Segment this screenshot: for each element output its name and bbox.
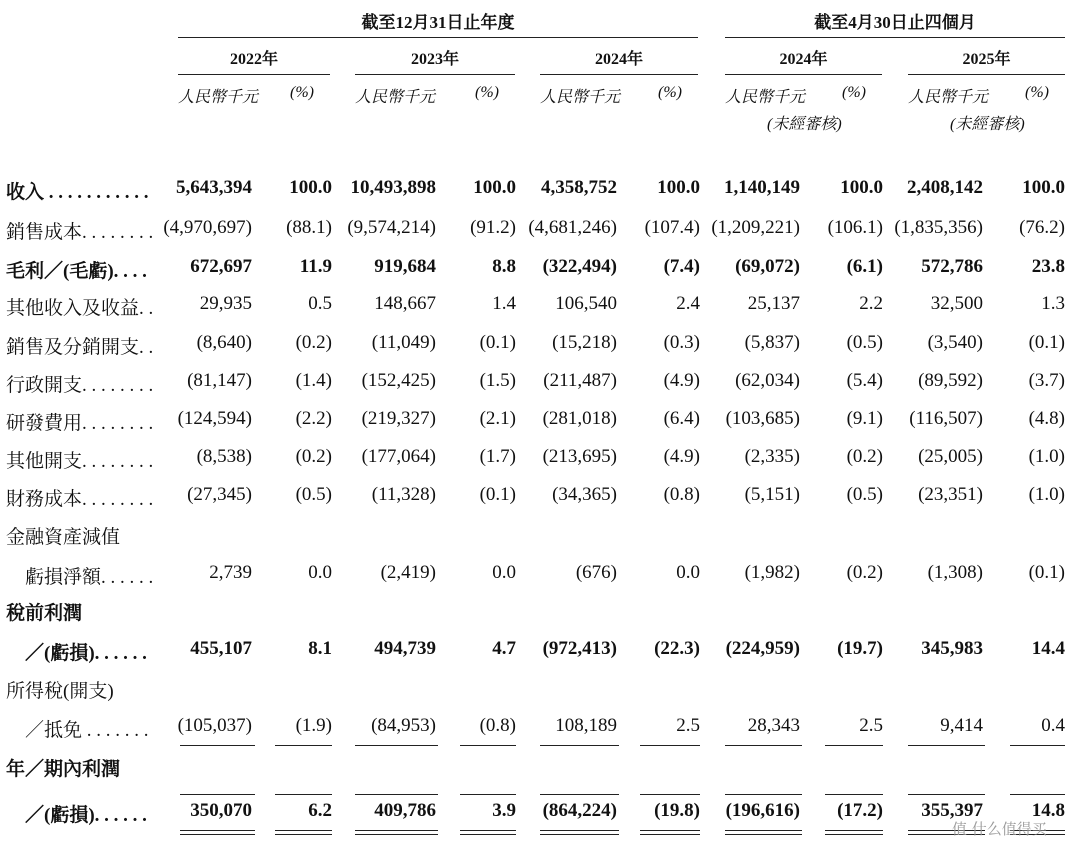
subtotal-rule bbox=[640, 745, 700, 746]
pct-label: (%) bbox=[475, 84, 499, 101]
amount-cell: (105,037) bbox=[177, 715, 252, 736]
percent-cell: 23.8 bbox=[1031, 256, 1065, 277]
amount-cell: (124,594) bbox=[177, 408, 252, 429]
header-group-year: 截至12月31日止年度 bbox=[361, 13, 515, 32]
percent-cell: (6.1) bbox=[846, 256, 883, 277]
percent-cell: (2.1) bbox=[479, 408, 516, 429]
total-rule-top bbox=[460, 794, 516, 795]
amount-cell: (27,345) bbox=[187, 484, 252, 505]
percent-cell: 2.5 bbox=[676, 715, 700, 736]
percent-cell: (0.2) bbox=[295, 332, 332, 353]
unit-label: 人民幣千元 bbox=[908, 89, 989, 106]
total-double-rule bbox=[275, 830, 332, 835]
percent-cell: 100.0 bbox=[840, 177, 883, 198]
amount-cell: (972,413) bbox=[542, 638, 617, 659]
year-header: 2023年 bbox=[410, 51, 459, 68]
amount-cell: (177,064) bbox=[361, 446, 436, 467]
amount-cell: 350,070 bbox=[190, 800, 252, 821]
percent-cell: (0.5) bbox=[846, 332, 883, 353]
row-label: 虧損淨額. . . . . . bbox=[6, 567, 154, 588]
total-double-rule bbox=[725, 830, 802, 835]
row-label: 財務成本. . . . . . . . bbox=[6, 489, 154, 510]
percent-cell: (106.1) bbox=[827, 217, 883, 238]
amount-cell: (1,209,221) bbox=[711, 217, 800, 238]
total-double-rule bbox=[355, 830, 438, 835]
percent-cell: (2.2) bbox=[295, 408, 332, 429]
amount-cell: 108,189 bbox=[555, 715, 617, 736]
amount-cell: (81,147) bbox=[187, 370, 252, 391]
year-header-underline bbox=[355, 74, 515, 75]
percent-cell: 100.0 bbox=[473, 177, 516, 198]
percent-cell: (0.8) bbox=[663, 484, 700, 505]
percent-cell: 14.4 bbox=[1031, 638, 1065, 659]
subtotal-rule bbox=[275, 745, 332, 746]
percent-cell: 0.0 bbox=[308, 562, 332, 583]
row-label: 所得稅(開支) bbox=[6, 681, 114, 702]
row-label: 銷售及分銷開支. . bbox=[6, 337, 154, 358]
amount-cell: 10,493,898 bbox=[350, 177, 436, 198]
amount-cell: (224,959) bbox=[725, 638, 800, 659]
subtotal-rule bbox=[1010, 745, 1065, 746]
year-header-underline bbox=[725, 74, 882, 75]
percent-cell: (22.3) bbox=[654, 638, 700, 659]
amount-cell: (2,335) bbox=[744, 446, 800, 467]
amount-cell: 455,107 bbox=[190, 638, 252, 659]
row-label: ／(虧損). . . . . . bbox=[6, 643, 147, 664]
year-header: 2022年 bbox=[229, 51, 278, 68]
year-header: 2025年 bbox=[962, 51, 1011, 68]
total-double-rule bbox=[180, 830, 255, 835]
unit-label: 人民幣千元 bbox=[355, 89, 436, 106]
amount-cell: 572,786 bbox=[921, 256, 983, 277]
amount-cell: (89,592) bbox=[918, 370, 983, 391]
percent-cell: 4.7 bbox=[492, 638, 516, 659]
percent-cell: 1.3 bbox=[1041, 293, 1065, 314]
row-label: 稅前利潤 bbox=[6, 603, 83, 624]
unaudited-label: (未經審核) bbox=[950, 116, 1025, 133]
percent-cell: (4.9) bbox=[663, 446, 700, 467]
percent-cell: (0.2) bbox=[295, 446, 332, 467]
percent-cell: (107.4) bbox=[644, 217, 700, 238]
amount-cell: (8,538) bbox=[196, 446, 252, 467]
percent-cell: (9.1) bbox=[846, 408, 883, 429]
amount-cell: (196,616) bbox=[725, 800, 800, 821]
amount-cell: (864,224) bbox=[542, 800, 617, 821]
percent-cell: (0.1) bbox=[1028, 562, 1065, 583]
percent-cell: (19.8) bbox=[654, 800, 700, 821]
row-label: 收入 . . . . . . . . . . . bbox=[6, 182, 149, 203]
amount-cell: (2,419) bbox=[380, 562, 436, 583]
year-header-underline bbox=[908, 74, 1065, 75]
total-rule-top bbox=[640, 794, 700, 795]
amount-cell: (1,982) bbox=[744, 562, 800, 583]
total-rule-top bbox=[540, 794, 619, 795]
percent-cell: 0.0 bbox=[492, 562, 516, 583]
row-label: 研發費用. . . . . . . . bbox=[6, 413, 154, 434]
percent-cell: (1.7) bbox=[479, 446, 516, 467]
total-rule-top bbox=[725, 794, 802, 795]
percent-cell: (1.0) bbox=[1028, 446, 1065, 467]
unit-label: 人民幣千元 bbox=[178, 89, 259, 106]
amount-cell: 355,397 bbox=[921, 800, 983, 821]
percent-cell: 2.4 bbox=[676, 293, 700, 314]
amount-cell: (4,970,697) bbox=[163, 217, 252, 238]
percent-cell: 2.5 bbox=[859, 715, 883, 736]
subtotal-rule bbox=[460, 745, 516, 746]
unaudited-label: (未經審核) bbox=[767, 116, 842, 133]
total-rule-top bbox=[180, 794, 255, 795]
percent-cell: (0.1) bbox=[1028, 332, 1065, 353]
pct-label: (%) bbox=[658, 84, 682, 101]
pct-label: (%) bbox=[842, 84, 866, 101]
amount-cell: 32,500 bbox=[930, 293, 983, 314]
year-header-underline bbox=[540, 74, 698, 75]
percent-cell: (4.9) bbox=[663, 370, 700, 391]
amount-cell: (3,540) bbox=[927, 332, 983, 353]
percent-cell: 11.9 bbox=[299, 256, 332, 277]
percent-cell: (0.5) bbox=[846, 484, 883, 505]
subtotal-rule bbox=[825, 745, 883, 746]
total-rule-top bbox=[825, 794, 883, 795]
amount-cell: (8,640) bbox=[196, 332, 252, 353]
percent-cell: (91.2) bbox=[470, 217, 516, 238]
percent-cell: 8.8 bbox=[492, 256, 516, 277]
row-label: ／(虧損). . . . . . bbox=[6, 805, 147, 826]
percent-cell: (1.5) bbox=[479, 370, 516, 391]
amount-cell: (9,574,214) bbox=[347, 217, 436, 238]
percent-cell: (88.1) bbox=[286, 217, 332, 238]
amount-cell: 1,140,149 bbox=[724, 177, 800, 198]
total-double-rule bbox=[540, 830, 619, 835]
pct-label: (%) bbox=[290, 84, 314, 101]
percent-cell: 3.9 bbox=[492, 800, 516, 821]
amount-cell: (1,835,356) bbox=[894, 217, 983, 238]
row-label: 年／期內利潤 bbox=[6, 759, 121, 780]
amount-cell: 29,935 bbox=[199, 293, 252, 314]
percent-cell: (7.4) bbox=[663, 256, 700, 277]
amount-cell: 28,343 bbox=[747, 715, 800, 736]
percent-cell: (4.8) bbox=[1028, 408, 1065, 429]
percent-cell: (0.1) bbox=[479, 332, 516, 353]
row-label: 毛利／(毛虧). . . . bbox=[6, 261, 147, 282]
amount-cell: 4,358,752 bbox=[541, 177, 617, 198]
percent-cell: (0.1) bbox=[479, 484, 516, 505]
amount-cell: (23,351) bbox=[918, 484, 983, 505]
percent-cell: 0.4 bbox=[1041, 715, 1065, 736]
amount-cell: (69,072) bbox=[735, 256, 800, 277]
amount-cell: (62,034) bbox=[735, 370, 800, 391]
subtotal-rule bbox=[540, 745, 619, 746]
subtotal-rule bbox=[180, 745, 255, 746]
amount-cell: (281,018) bbox=[542, 408, 617, 429]
unit-label: 人民幣千元 bbox=[725, 89, 806, 106]
amount-cell: (25,005) bbox=[918, 446, 983, 467]
header-group-month: 截至4月30日止四個月 bbox=[814, 13, 976, 32]
row-label: 其他收入及收益. . bbox=[6, 298, 154, 319]
amount-cell: (219,327) bbox=[361, 408, 436, 429]
percent-cell: (1.4) bbox=[295, 370, 332, 391]
amount-cell: (676) bbox=[575, 562, 617, 583]
amount-cell: (322,494) bbox=[542, 256, 617, 277]
percent-cell: (17.2) bbox=[837, 800, 883, 821]
amount-cell: 345,983 bbox=[921, 638, 983, 659]
amount-cell: (213,695) bbox=[542, 446, 617, 467]
header-group-month-underline bbox=[725, 37, 1065, 38]
amount-cell: 672,697 bbox=[190, 256, 252, 277]
percent-cell: (76.2) bbox=[1019, 217, 1065, 238]
amount-cell: (15,218) bbox=[552, 332, 617, 353]
total-rule-top bbox=[908, 794, 985, 795]
amount-cell: (211,487) bbox=[543, 370, 617, 391]
percent-cell: 2.2 bbox=[859, 293, 883, 314]
subtotal-rule bbox=[355, 745, 438, 746]
amount-cell: (5,837) bbox=[744, 332, 800, 353]
amount-cell: (152,425) bbox=[361, 370, 436, 391]
amount-cell: (116,507) bbox=[909, 408, 983, 429]
percent-cell: (0.3) bbox=[663, 332, 700, 353]
percent-cell: (19.7) bbox=[837, 638, 883, 659]
percent-cell: 0.5 bbox=[308, 293, 332, 314]
amount-cell: 148,667 bbox=[374, 293, 436, 314]
percent-cell: 8.1 bbox=[308, 638, 332, 659]
percent-cell: (0.2) bbox=[846, 562, 883, 583]
percent-cell: (5.4) bbox=[846, 370, 883, 391]
amount-cell: (4,681,246) bbox=[528, 217, 617, 238]
amount-cell: (34,365) bbox=[552, 484, 617, 505]
subtotal-rule bbox=[725, 745, 802, 746]
percent-cell: 14.8 bbox=[1031, 800, 1065, 821]
row-label: 金融資產減值 bbox=[6, 527, 121, 548]
year-header: 2024年 bbox=[594, 51, 643, 68]
unit-label: 人民幣千元 bbox=[540, 89, 621, 106]
row-label: 行政開支. . . . . . . . bbox=[6, 375, 154, 396]
total-rule-top bbox=[275, 794, 332, 795]
amount-cell: 919,684 bbox=[374, 256, 436, 277]
percent-cell: 0.0 bbox=[676, 562, 700, 583]
row-label: 銷售成本. . . . . . . . bbox=[6, 222, 154, 243]
percent-cell: (0.5) bbox=[295, 484, 332, 505]
pct-label: (%) bbox=[1025, 84, 1049, 101]
percent-cell: 100.0 bbox=[1022, 177, 1065, 198]
amount-cell: (11,049) bbox=[371, 332, 436, 353]
amount-cell: (11,328) bbox=[371, 484, 436, 505]
total-double-rule bbox=[825, 830, 883, 835]
total-rule-top bbox=[355, 794, 438, 795]
amount-cell: (1,308) bbox=[927, 562, 983, 583]
percent-cell: 100.0 bbox=[289, 177, 332, 198]
row-label: ／抵免 . . . . . . . bbox=[6, 720, 149, 741]
header-group-year-underline bbox=[178, 37, 698, 38]
year-header-underline bbox=[178, 74, 330, 75]
amount-cell: (103,685) bbox=[725, 408, 800, 429]
year-header: 2024年 bbox=[779, 51, 828, 68]
percent-cell: (0.8) bbox=[479, 715, 516, 736]
percent-cell: 1.4 bbox=[492, 293, 516, 314]
amount-cell: 106,540 bbox=[555, 293, 617, 314]
percent-cell: 6.2 bbox=[308, 800, 332, 821]
amount-cell: 5,643,394 bbox=[176, 177, 252, 198]
percent-cell: (6.4) bbox=[663, 408, 700, 429]
watermark: 值 什么值得买 bbox=[952, 820, 1047, 838]
percent-cell: 100.0 bbox=[657, 177, 700, 198]
amount-cell: 25,137 bbox=[747, 293, 800, 314]
percent-cell: (0.2) bbox=[846, 446, 883, 467]
amount-cell: 2,408,142 bbox=[907, 177, 983, 198]
total-double-rule bbox=[460, 830, 516, 835]
total-double-rule bbox=[640, 830, 700, 835]
amount-cell: 494,739 bbox=[374, 638, 436, 659]
row-label: 其他開支. . . . . . . . bbox=[6, 451, 154, 472]
percent-cell: (3.7) bbox=[1028, 370, 1065, 391]
amount-cell: 2,739 bbox=[209, 562, 252, 583]
subtotal-rule bbox=[908, 745, 985, 746]
amount-cell: 9,414 bbox=[940, 715, 983, 736]
amount-cell: 409,786 bbox=[374, 800, 436, 821]
total-rule-top bbox=[1010, 794, 1065, 795]
amount-cell: (5,151) bbox=[744, 484, 800, 505]
amount-cell: (84,953) bbox=[371, 715, 436, 736]
percent-cell: (1.0) bbox=[1028, 484, 1065, 505]
percent-cell: (1.9) bbox=[295, 715, 332, 736]
